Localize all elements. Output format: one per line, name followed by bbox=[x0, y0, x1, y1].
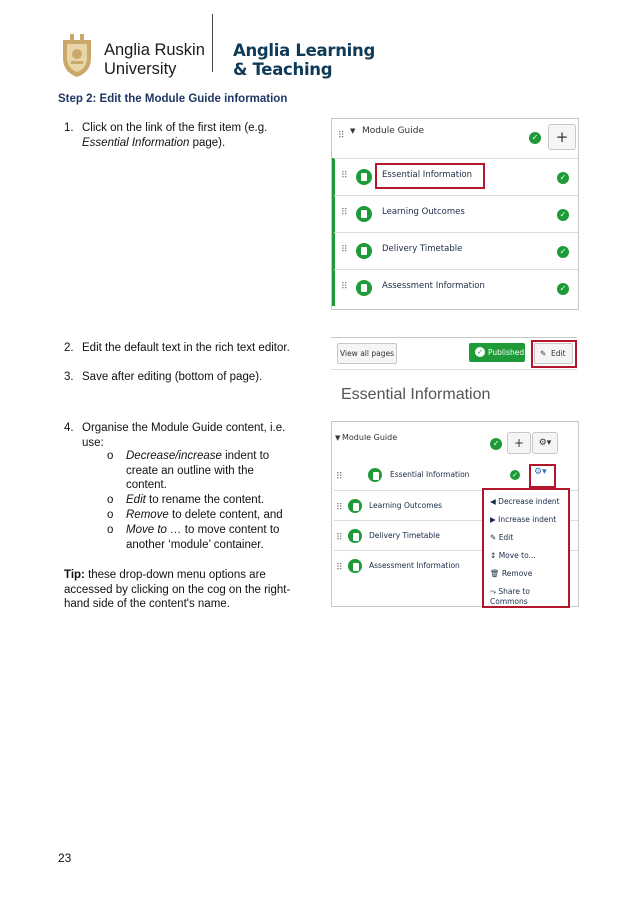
instruction-2: Edit the default text in the rich text editor. bbox=[82, 342, 290, 354]
instruction-4 bbox=[82, 421, 322, 450]
tip-line2: accessed by clicking on the cog on the right- bbox=[64, 583, 291, 596]
pencil-icon: ✎ bbox=[540, 349, 547, 358]
drag-handle-icon[interactable]: ⠿ bbox=[341, 245, 346, 255]
page-number: 23 bbox=[58, 851, 72, 865]
menu-item-increase-indent[interactable] bbox=[490, 515, 556, 524]
instruction-1-italic: Essential Information bbox=[82, 136, 190, 149]
trash-icon: 🗑 bbox=[490, 569, 500, 578]
sub-item-rest: to rename the content. bbox=[145, 494, 265, 506]
published-check-icon[interactable]: ✓ bbox=[557, 209, 569, 221]
instruction-4-line2: use: bbox=[82, 436, 104, 449]
sub-item-line3: content. bbox=[126, 479, 167, 491]
published-check-icon[interactable]: ✓ bbox=[557, 283, 569, 295]
page-icon bbox=[348, 529, 362, 543]
page-title: Essential Information bbox=[341, 386, 491, 403]
sub-item-decrease-increase bbox=[126, 449, 316, 493]
drag-handle-icon[interactable]: ⠿ bbox=[336, 472, 341, 482]
sub-item-remove bbox=[126, 508, 283, 523]
published-check-icon[interactable]: ✓ bbox=[510, 470, 520, 480]
department-name-line2: & Teaching bbox=[233, 60, 333, 79]
published-button[interactable] bbox=[469, 343, 525, 362]
module-item[interactable] bbox=[334, 195, 578, 232]
menu-item-label: Remove bbox=[501, 569, 533, 578]
module-settings-cog-icon[interactable]: ⚙▾ bbox=[532, 432, 558, 454]
sub-item-italic: Decrease/increase bbox=[126, 450, 222, 462]
view-all-pages-button[interactable]: View all pages bbox=[337, 343, 397, 364]
page-icon bbox=[356, 206, 372, 222]
sub-item-bullet: o bbox=[107, 524, 114, 536]
menu-item-move-to[interactable] bbox=[490, 551, 536, 560]
instruction-4-line1: Organise the Module Guide content, i.e. bbox=[82, 422, 286, 434]
module-item-link[interactable]: Assessment Information bbox=[382, 281, 485, 291]
menu-item-remove[interactable] bbox=[490, 569, 532, 578]
pencil-icon: ✎ bbox=[490, 533, 497, 542]
institution-name-line2: University bbox=[104, 60, 177, 78]
sub-item-edit bbox=[126, 493, 264, 508]
published-check-icon[interactable]: ✓ bbox=[529, 132, 541, 144]
module-cog-menu-screenshot bbox=[331, 421, 579, 607]
published-check-icon[interactable]: ✓ bbox=[557, 246, 569, 258]
tip-line3: hand side of the content's name. bbox=[64, 598, 230, 610]
arrow-left-icon: ◀ bbox=[490, 497, 496, 506]
cog-dropdown-menu bbox=[482, 488, 570, 608]
check-circle-icon: ✓ bbox=[475, 347, 485, 357]
menu-item-label: Edit bbox=[498, 533, 514, 542]
module-item-link[interactable]: Learning Outcomes bbox=[382, 207, 465, 217]
instruction-3: Save after editing (bottom of page). bbox=[82, 371, 263, 383]
drag-handle-icon[interactable]: ⠿ bbox=[336, 563, 341, 573]
move-arrows-icon: ↕ bbox=[490, 551, 497, 560]
page-icon bbox=[348, 559, 362, 573]
instruction-1-line1: Click on the link of the first item (e.g. bbox=[82, 122, 268, 134]
menu-item-label: Share to Commons bbox=[490, 587, 530, 606]
instruction-1-number: 1. bbox=[64, 122, 74, 134]
tip-line1: these drop-down menu options are bbox=[84, 569, 266, 581]
edit-label: Edit bbox=[551, 349, 566, 358]
add-item-button[interactable]: + bbox=[507, 432, 531, 454]
department-name-line1: Anglia Learning bbox=[233, 41, 375, 60]
header-divider bbox=[212, 14, 213, 72]
menu-item-share-to-commons[interactable] bbox=[490, 587, 568, 606]
department-name bbox=[233, 41, 375, 79]
drag-handle-icon[interactable]: ⠿ bbox=[336, 503, 341, 513]
institution-name-line1: Anglia Ruskin bbox=[104, 41, 205, 59]
tip-label: Tip: bbox=[64, 569, 85, 581]
menu-item-edit[interactable] bbox=[490, 533, 513, 542]
menu-item-label: Move to... bbox=[498, 551, 536, 560]
menu-item-label: Decrease indent bbox=[498, 497, 560, 506]
page-icon bbox=[348, 499, 362, 513]
drag-handle-icon[interactable]: ⠿ bbox=[341, 208, 346, 218]
page-icon bbox=[368, 468, 382, 482]
instruction-1-rest: page). bbox=[189, 136, 226, 149]
sub-item-line2: another ‘module’ container. bbox=[126, 538, 264, 551]
sub-item-rest: indent to bbox=[221, 450, 270, 462]
sub-item-bullet: o bbox=[107, 450, 114, 462]
module-item-link[interactable]: Essential Information bbox=[390, 470, 470, 479]
institution-name bbox=[104, 41, 205, 79]
divider bbox=[331, 369, 577, 370]
module-title: Module Guide bbox=[362, 126, 425, 136]
sub-item-rest: to move content to bbox=[181, 524, 280, 536]
tip-text bbox=[64, 568, 322, 612]
add-item-button[interactable]: + bbox=[548, 124, 576, 150]
page-icon bbox=[356, 169, 372, 185]
highlight-box bbox=[529, 464, 556, 488]
sub-item-italic: Edit bbox=[126, 494, 146, 506]
page-edit-screenshot bbox=[331, 337, 577, 408]
highlight-box bbox=[375, 163, 485, 189]
sub-item-bullet: o bbox=[107, 509, 114, 521]
instruction-4-number: 4. bbox=[64, 422, 74, 434]
module-item[interactable] bbox=[334, 232, 578, 269]
highlight-box bbox=[531, 340, 577, 368]
module-item[interactable] bbox=[334, 269, 578, 306]
instruction-3-number: 3. bbox=[64, 371, 74, 383]
module-title: Module Guide bbox=[342, 433, 398, 442]
drag-handle-icon[interactable]: ⠿ bbox=[341, 171, 346, 181]
sub-item-move-to bbox=[126, 523, 316, 552]
menu-item-decrease-indent[interactable] bbox=[490, 497, 560, 506]
published-check-icon[interactable]: ✓ bbox=[490, 438, 502, 450]
sub-item-line2: create an outline with the bbox=[126, 464, 254, 477]
sub-item-rest: to delete content, and bbox=[168, 509, 283, 521]
module-item-link[interactable]: Learning Outcomes bbox=[369, 501, 443, 510]
module-item-link[interactable]: Delivery Timetable bbox=[382, 244, 463, 254]
module-item-link[interactable]: Delivery Timetable bbox=[369, 531, 440, 540]
drag-handle-icon[interactable]: ⠿ bbox=[341, 282, 346, 292]
page-icon bbox=[356, 280, 372, 296]
drag-handle-icon[interactable]: ⠿ bbox=[336, 533, 341, 543]
module-guide-screenshot bbox=[331, 118, 579, 310]
sub-item-italic: Remove bbox=[126, 509, 169, 521]
share-icon: ⤳ bbox=[490, 587, 496, 596]
university-crest-logo bbox=[58, 34, 96, 78]
collapse-caret-icon[interactable]: ▼ bbox=[350, 127, 356, 135]
sub-item-italic: Move to … bbox=[126, 524, 182, 536]
step-title: Step 2: Edit the Module Guide information bbox=[58, 93, 288, 105]
menu-item-label: Increase indent bbox=[498, 515, 557, 524]
instruction-1 bbox=[82, 121, 312, 150]
module-item-link[interactable]: Essential Information bbox=[382, 170, 473, 180]
instruction-2-number: 2. bbox=[64, 342, 74, 354]
page-icon bbox=[356, 243, 372, 259]
published-label: Published bbox=[488, 348, 525, 357]
drag-handle-icon[interactable]: ⠿ bbox=[338, 131, 343, 141]
collapse-caret-icon[interactable]: ▼ bbox=[335, 434, 341, 442]
module-item-link[interactable]: Assessment Information bbox=[369, 561, 460, 570]
item-settings-cog-icon[interactable]: ⚙▾ bbox=[534, 467, 547, 477]
arrow-right-icon: ▶ bbox=[490, 515, 496, 524]
sub-item-bullet: o bbox=[107, 494, 114, 506]
published-check-icon[interactable]: ✓ bbox=[557, 172, 569, 184]
